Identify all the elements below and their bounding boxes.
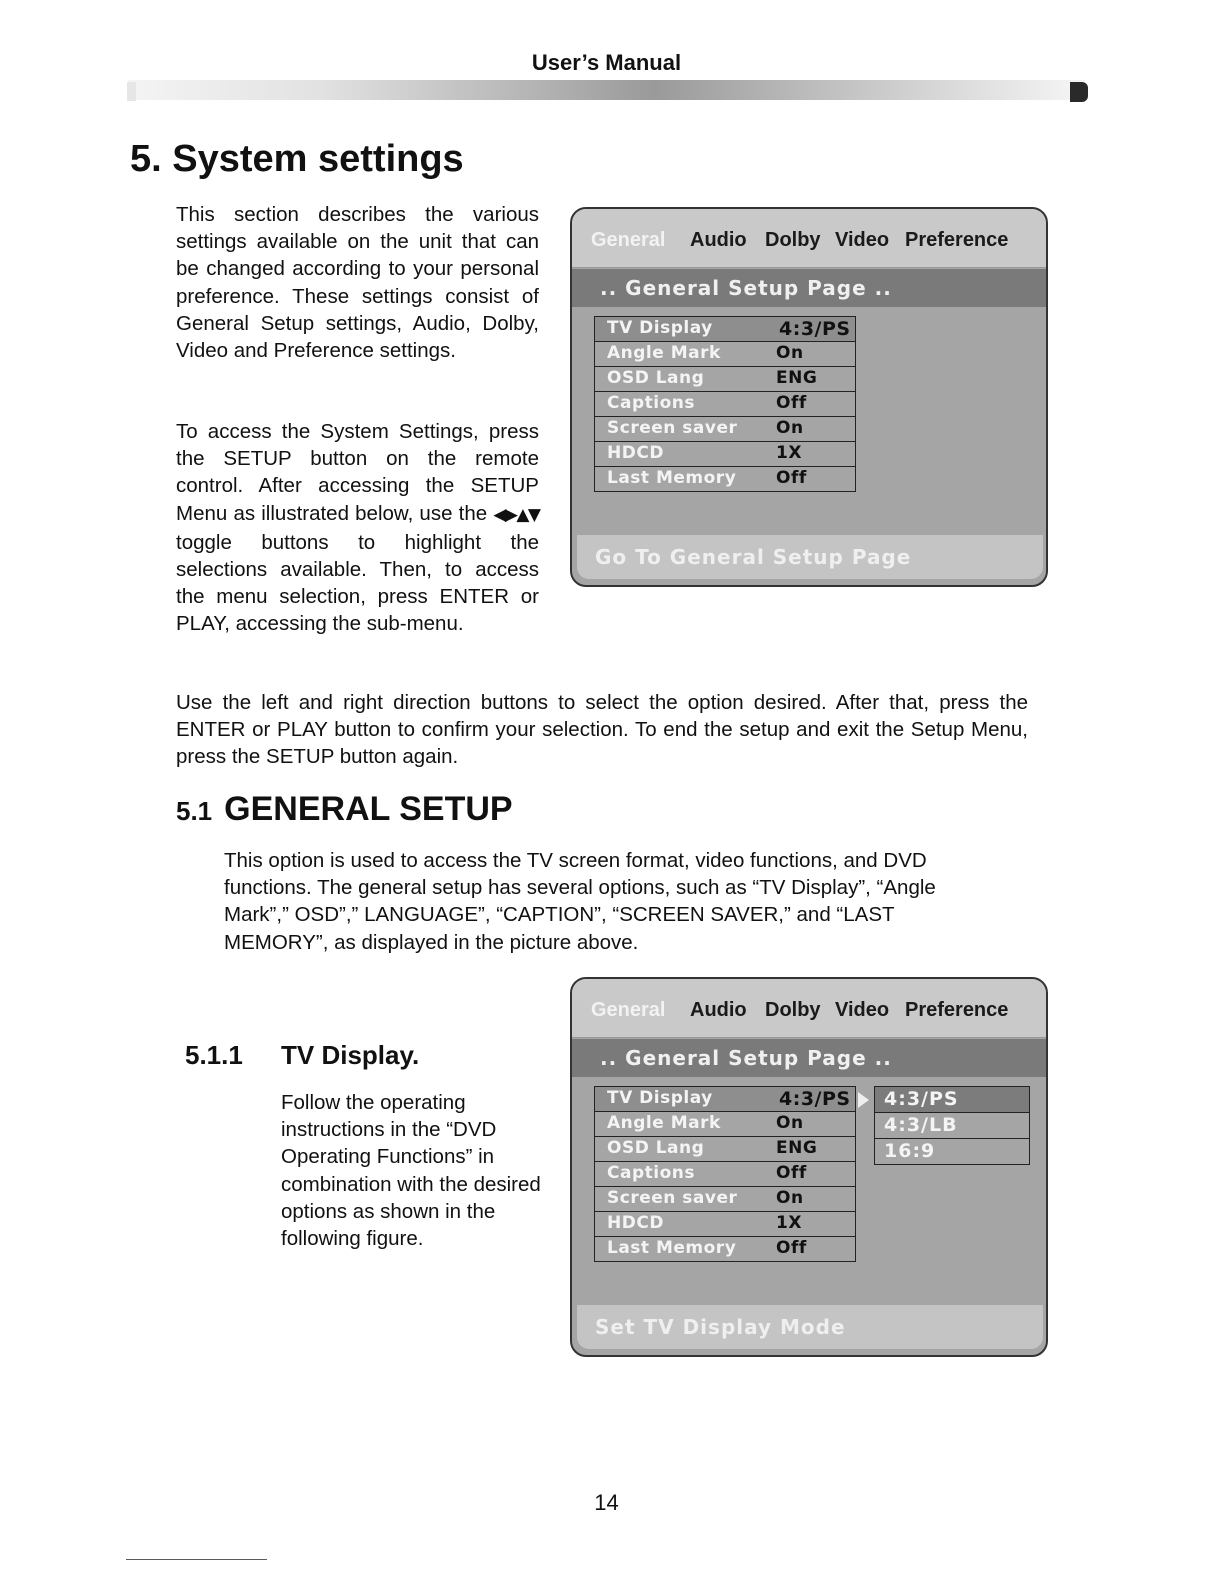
tv-display-options bbox=[874, 1086, 1030, 1165]
tab-dolby[interactable]: Dolby bbox=[765, 229, 821, 251]
general-setup-number: 5.1 bbox=[176, 796, 213, 826]
access-lead-text: To access the System Settings, press the SETUP button on the remote control. After accessing the SETUP Menu as illustrated below, use the bbox=[176, 420, 539, 525]
header-bar-right-cap bbox=[1070, 82, 1088, 102]
osd-status-bar bbox=[577, 535, 1043, 579]
osd-row-screen-saver[interactable]: Screen saver On bbox=[595, 1187, 855, 1212]
osd-settings-list bbox=[594, 316, 856, 492]
tv-display-title: TV Display. bbox=[281, 1040, 420, 1070]
osd-row-tv-display[interactable]: TV Display 4:3/PS bbox=[595, 317, 855, 342]
page-number: 14 bbox=[594, 1490, 619, 1515]
usage-paragraph: Use the left and right direction buttons to select the option desired. After that, press the ENTER or PLAY button to confirm your selection. To end the setup and exit the Setup Menu, press the SETUP button again. bbox=[176, 691, 1028, 769]
manual-header-title: User’s Manual bbox=[531, 50, 682, 75]
osd-page-title: .. General Setup Page .. bbox=[600, 276, 892, 300]
general-setup-heading bbox=[176, 790, 513, 829]
tv-option-4-3-ps[interactable]: 4:3/PS bbox=[875, 1087, 1029, 1113]
tv-display-paragraph: Follow the operating instructions in the “DVD Operating Functions” in combination with the desired options as shown in the following figure. bbox=[281, 1091, 541, 1251]
tab-dolby[interactable]: Dolby bbox=[765, 999, 821, 1021]
access-paragraph bbox=[176, 418, 539, 638]
osd-settings-list bbox=[594, 1086, 856, 1262]
osd-setup-menu-tv-display bbox=[570, 977, 1048, 1357]
tab-preference[interactable]: Preference bbox=[905, 229, 1009, 251]
osd-status-bar bbox=[577, 1305, 1043, 1349]
footer-rule bbox=[126, 1559, 267, 1560]
general-setup-title: GENERAL SETUP bbox=[224, 790, 513, 828]
osd-page-title: .. General Setup Page .. bbox=[600, 1046, 892, 1070]
tab-general[interactable]: General bbox=[591, 229, 666, 251]
tab-preference[interactable]: Preference bbox=[905, 999, 1009, 1021]
osd-status-text: Go To General Setup Page bbox=[595, 545, 912, 569]
general-setup-paragraph: This option is used to access the TV screen format, video functions, and DVD functions. The general setup has several options, such as “TV Display”, “Angle Mark”,” OSD”,” LANGUAGE”, “CAPTION”, “SCREEN SAVER,” and “LAST MEMORY”, as displayed in the picture above. bbox=[224, 849, 936, 954]
osd-row-hdcd[interactable]: HDCD 1X bbox=[595, 442, 855, 467]
tv-option-4-3-lb[interactable]: 4:3/LB bbox=[875, 1113, 1029, 1139]
osd-tab-bar bbox=[572, 209, 1046, 268]
tab-audio[interactable]: Audio bbox=[690, 229, 747, 251]
tab-general[interactable]: General bbox=[591, 999, 666, 1021]
osd-row-last-memory[interactable]: Last Memory Off bbox=[607, 468, 807, 488]
tab-video[interactable]: Video bbox=[835, 999, 890, 1021]
osd-setup-menu-general bbox=[570, 207, 1048, 587]
osd-row-angle-mark[interactable]: Angle Mark On bbox=[595, 342, 855, 367]
tv-option-16-9[interactable]: 16:9 bbox=[884, 1140, 936, 1162]
arrow-keys-icon: ◀▶▲▼ bbox=[493, 504, 539, 525]
osd-row-angle-mark[interactable]: Angle Mark On bbox=[595, 1112, 855, 1137]
section-title: 5. System settings bbox=[130, 138, 464, 180]
osd-row-last-memory[interactable]: Last Memory Off bbox=[607, 1238, 807, 1258]
header-divider-bar bbox=[128, 80, 1085, 100]
osd-row-screen-saver[interactable]: Screen saver On bbox=[595, 417, 855, 442]
osd-row-hdcd[interactable]: HDCD 1X bbox=[595, 1212, 855, 1237]
submenu-arrow-icon bbox=[858, 1092, 869, 1108]
osd-page-title-bar bbox=[572, 1039, 1046, 1077]
osd-row-tv-display[interactable]: TV Display 4:3/PS bbox=[595, 1087, 855, 1112]
osd-row-osd-lang[interactable]: OSD Lang ENG bbox=[595, 367, 855, 392]
tv-display-number: 5.1.1 bbox=[185, 1040, 243, 1070]
header-bar-left-cap bbox=[127, 82, 136, 101]
osd-page-title-bar bbox=[572, 269, 1046, 307]
osd-row-captions[interactable]: Captions Off bbox=[595, 1162, 855, 1187]
tab-audio[interactable]: Audio bbox=[690, 999, 747, 1021]
tab-video[interactable]: Video bbox=[835, 229, 890, 251]
osd-status-text: Set TV Display Mode bbox=[595, 1315, 846, 1339]
osd-row-osd-lang[interactable]: OSD Lang ENG bbox=[595, 1137, 855, 1162]
osd-row-captions[interactable]: Captions Off bbox=[595, 392, 855, 417]
intro-paragraph: This section describes the various settings available on the unit that can be changed according to your personal preference. These settings consist of General Setup settings, Audio, Dolby, Video and Preference settings. bbox=[176, 203, 539, 363]
access-rest-text: toggle buttons to highlight the selections available. Then, to access the menu selection, press ENTER or PLAY, accessing the sub-menu. bbox=[176, 530, 539, 636]
osd-tab-bar bbox=[572, 979, 1046, 1038]
